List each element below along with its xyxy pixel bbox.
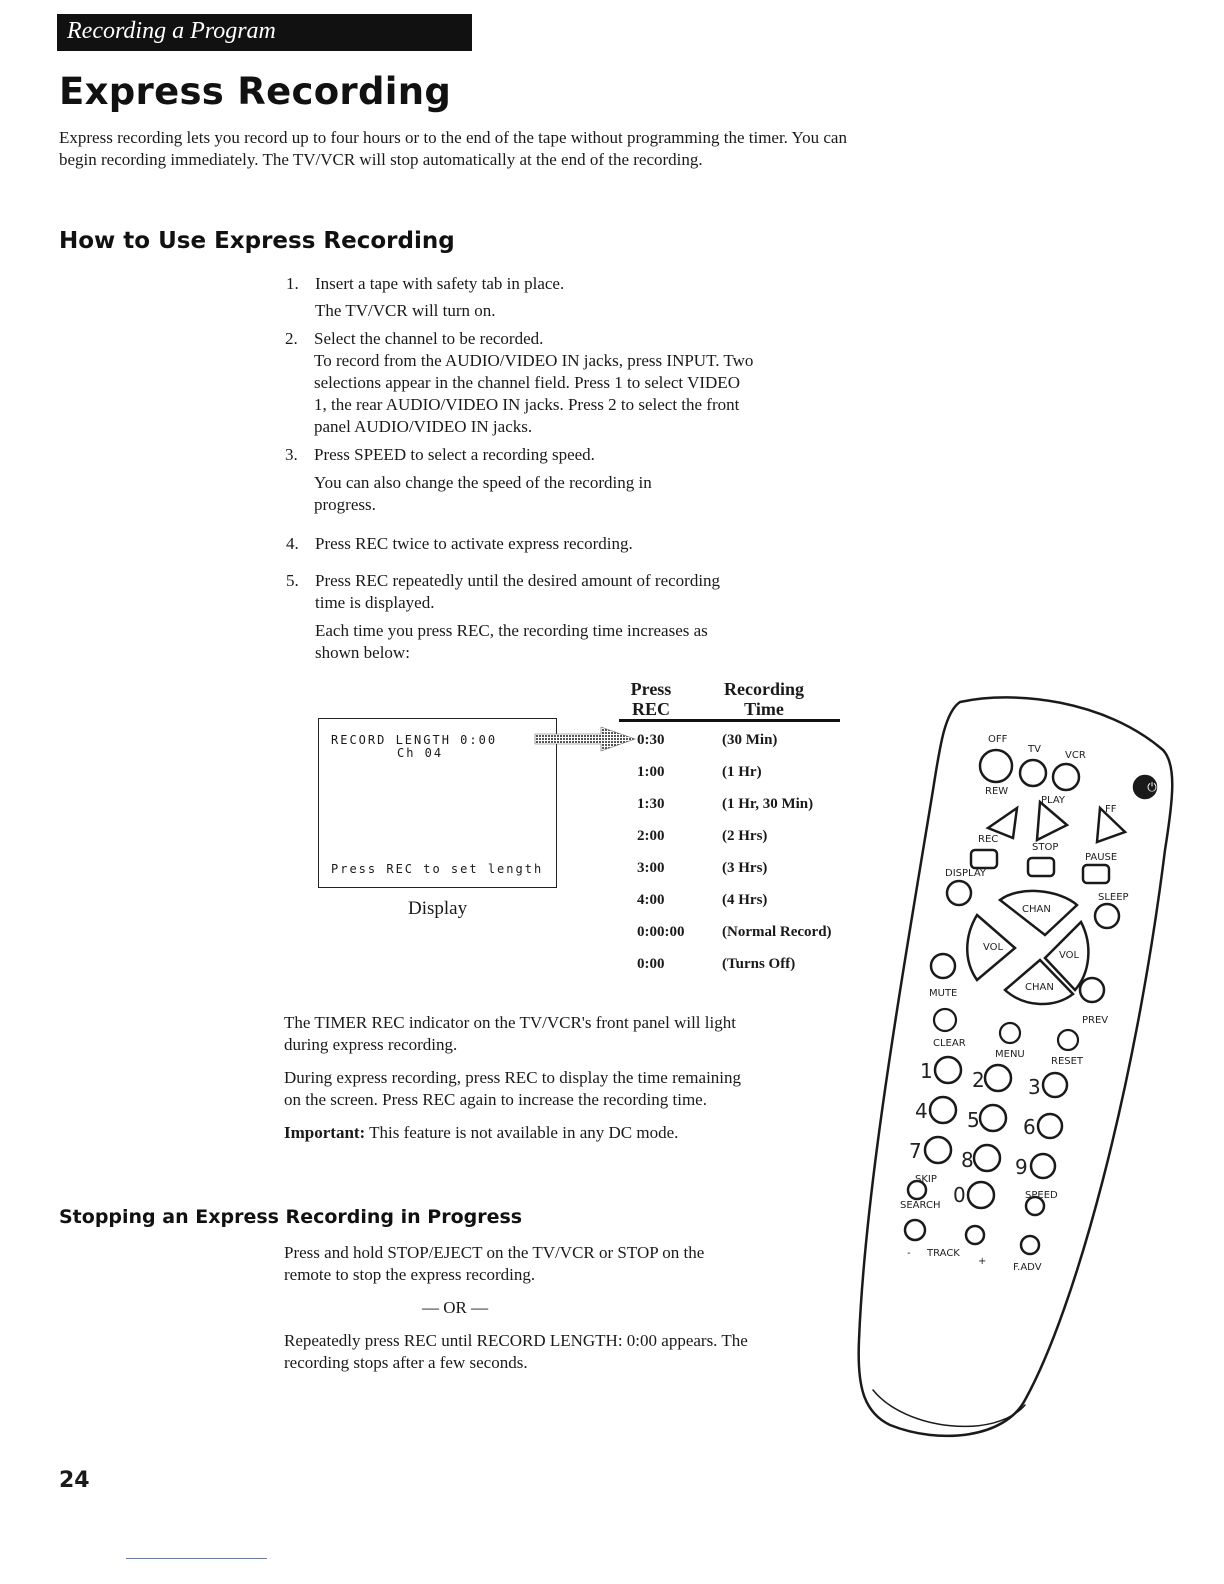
display-arrow: [533, 726, 637, 752]
table-cell-press: 1:00: [637, 764, 665, 780]
remote-label-rec: REC: [978, 834, 999, 845]
remote-digit: 5: [967, 1108, 980, 1132]
display-line-1: RECORD LENGTH 0:00: [331, 733, 498, 747]
step-2: [285, 328, 754, 438]
table-cell-time: (1 Hr): [722, 764, 762, 780]
table-cell-time: (2 Hrs): [722, 828, 768, 844]
table-cell-press: 0:30: [637, 732, 665, 748]
remote-label-clear: CLEAR: [933, 1038, 966, 1049]
table-cell-press: 0:00: [637, 956, 665, 972]
step-number: 4.: [286, 534, 299, 553]
intro-paragraph: Express recording lets you record up to four hours or to the end of the tape without programming the timer. You can begin recording immediately. The TV/VCR will stop automatically at the end of the recording.: [59, 128, 847, 169]
step-text: Press REC twice to activate express recording.: [315, 534, 633, 553]
table-cell-press: 2:00: [637, 828, 665, 844]
footer-rule: [126, 1558, 267, 1559]
remote-label-vcr: VCR: [1065, 750, 1086, 761]
remote-digit: 1: [920, 1059, 933, 1083]
remote-label-mute: MUTE: [929, 988, 958, 999]
remote-label-track-plus: +: [978, 1256, 987, 1267]
step-number: 3.: [285, 445, 298, 464]
section-header-bar: [57, 14, 472, 51]
remote-digit: 0: [953, 1183, 966, 1207]
stopping-section: [284, 1242, 754, 1385]
important-text: This feature is not available in any DC mode.: [365, 1123, 679, 1142]
remote-label-play: PLAY: [1041, 795, 1066, 806]
header-line: Press: [630, 679, 672, 699]
table-cell-time: (1 Hr, 30 Min): [722, 796, 814, 812]
remote-label-track: TRACK: [927, 1248, 960, 1259]
remote-label-chan-down: CHAN: [1025, 982, 1054, 993]
remote-label-menu: MENU: [995, 1049, 1025, 1060]
step-text: Select the channel to be recorded.: [314, 329, 544, 348]
svg-text:⏻: ⏻: [1147, 780, 1157, 794]
step-text: Press REC repeatedly until the desired amount of recording time is displayed.: [315, 571, 721, 612]
remote-digit: 8: [961, 1148, 974, 1172]
step-5: [286, 570, 735, 664]
remote-label-prev: PREV: [1082, 1015, 1109, 1026]
or-separator: — OR —: [422, 1298, 489, 1317]
step-text: Press SPEED to select a recording speed.: [314, 445, 595, 464]
remote-label-skip: SKIP: [915, 1174, 937, 1185]
remote-label-vol-left: VOL: [983, 942, 1004, 953]
table-cell-press: 3:00: [637, 860, 665, 876]
step-1: [286, 273, 755, 322]
notes-section: [284, 1012, 754, 1155]
table-cell-time: (Normal Record): [722, 924, 832, 940]
remote-label-reset: RESET: [1051, 1056, 1084, 1067]
display-line-2: Ch 04: [397, 746, 444, 760]
table-cell-time: (4 Hrs): [722, 892, 768, 908]
step-number: 2.: [285, 329, 298, 348]
remote-label-off: OFF: [988, 734, 1008, 745]
table-header-press: [619, 679, 683, 719]
remote-digit: 2: [972, 1068, 985, 1092]
step-text: Each time you press REC, the recording time increases as shown below:: [315, 621, 708, 662]
step-4: [286, 533, 755, 555]
notes-paragraph: During express recording, press REC to display the time remaining on the screen. Press REC again to increase the recording time.: [284, 1068, 742, 1109]
important-label: Important:: [284, 1123, 366, 1142]
remote-digit: 3: [1028, 1075, 1041, 1099]
table-cell-press: 4:00: [637, 892, 665, 908]
remote-label-track-minus: -: [907, 1248, 911, 1259]
remote-label-rew: REW: [985, 786, 1009, 797]
table-cell-time: (3 Hrs): [722, 860, 768, 876]
remote-digit: 4: [915, 1099, 928, 1123]
table-cell-press: 0:00:00: [637, 924, 685, 940]
step-number: 1.: [286, 274, 299, 293]
stopping-paragraph: Repeatedly press REC until RECORD LENGTH: 0:00 appears. The recording stops after a few seconds.: [284, 1331, 748, 1372]
header-line: Time: [744, 699, 784, 719]
remote-label-search: SEARCH: [900, 1200, 941, 1211]
remote-label-chan-up: CHAN: [1022, 904, 1051, 915]
remote-digit: 7: [909, 1139, 922, 1163]
remote-label-display: DISPLAY: [945, 868, 987, 879]
section-header-text: Recording a Program: [67, 18, 276, 44]
remote-label-stop: STOP: [1032, 842, 1059, 853]
remote-digit: 9: [1015, 1155, 1028, 1179]
stopping-heading: Stopping an Express Recording in Progress: [59, 1206, 523, 1228]
header-line: REC: [631, 699, 670, 719]
table-cell-time: (30 Min): [722, 732, 778, 748]
step-text: You can also change the speed of the recording in progress.: [314, 473, 652, 514]
header-line: Recording: [724, 679, 804, 699]
table-header-rule: [619, 719, 840, 722]
table-header-time: [712, 679, 816, 719]
remote-label-speed: SPEED: [1025, 1190, 1058, 1201]
step-text: To record from the AUDIO/VIDEO IN jacks, press INPUT. Two selections appear in the channel field. Press 1 to select VIDEO 1, the rear AUDIO/VIDEO IN jacks. Press 2 to select the front panel AUDIO/VIDEO IN jacks.: [314, 351, 754, 436]
notes-paragraph: The TIMER REC indicator on the TV/VCR's front panel will light during express recording.: [284, 1013, 736, 1054]
table-cell-press: 1:30: [637, 796, 665, 812]
page-number: 24: [59, 1468, 90, 1493]
step-text: The TV/VCR will turn on.: [315, 301, 496, 320]
how-to-heading: How to Use Express Recording: [59, 228, 455, 254]
remote-control-illustration: [845, 690, 1180, 1450]
tv-display-screen: [318, 718, 557, 888]
off-button-shape: [980, 750, 1012, 782]
page-title: Express Recording: [59, 70, 452, 113]
display-caption: Display: [408, 898, 468, 919]
remote-label-ff: FF: [1105, 804, 1117, 815]
remote-label-fadv: F.ADV: [1013, 1262, 1042, 1273]
remote-label-vol-right: VOL: [1059, 950, 1080, 961]
step-text: Insert a tape with safety tab in place.: [315, 274, 565, 293]
step-3: [285, 444, 714, 516]
important-note: [284, 1122, 754, 1144]
remote-digit: 6: [1023, 1115, 1036, 1139]
step-number: 5.: [286, 571, 299, 590]
stopping-paragraph: Press and hold STOP/EJECT on the TV/VCR or STOP on the remote to stop the express recording.: [284, 1243, 705, 1284]
remote-label-tv: TV: [1028, 744, 1041, 755]
table-cell-time: (Turns Off): [722, 956, 796, 972]
display-line-3: Press REC to set length: [331, 862, 544, 876]
remote-label-pause: PAUSE: [1085, 852, 1118, 863]
remote-label-sleep: SLEEP: [1098, 892, 1129, 903]
